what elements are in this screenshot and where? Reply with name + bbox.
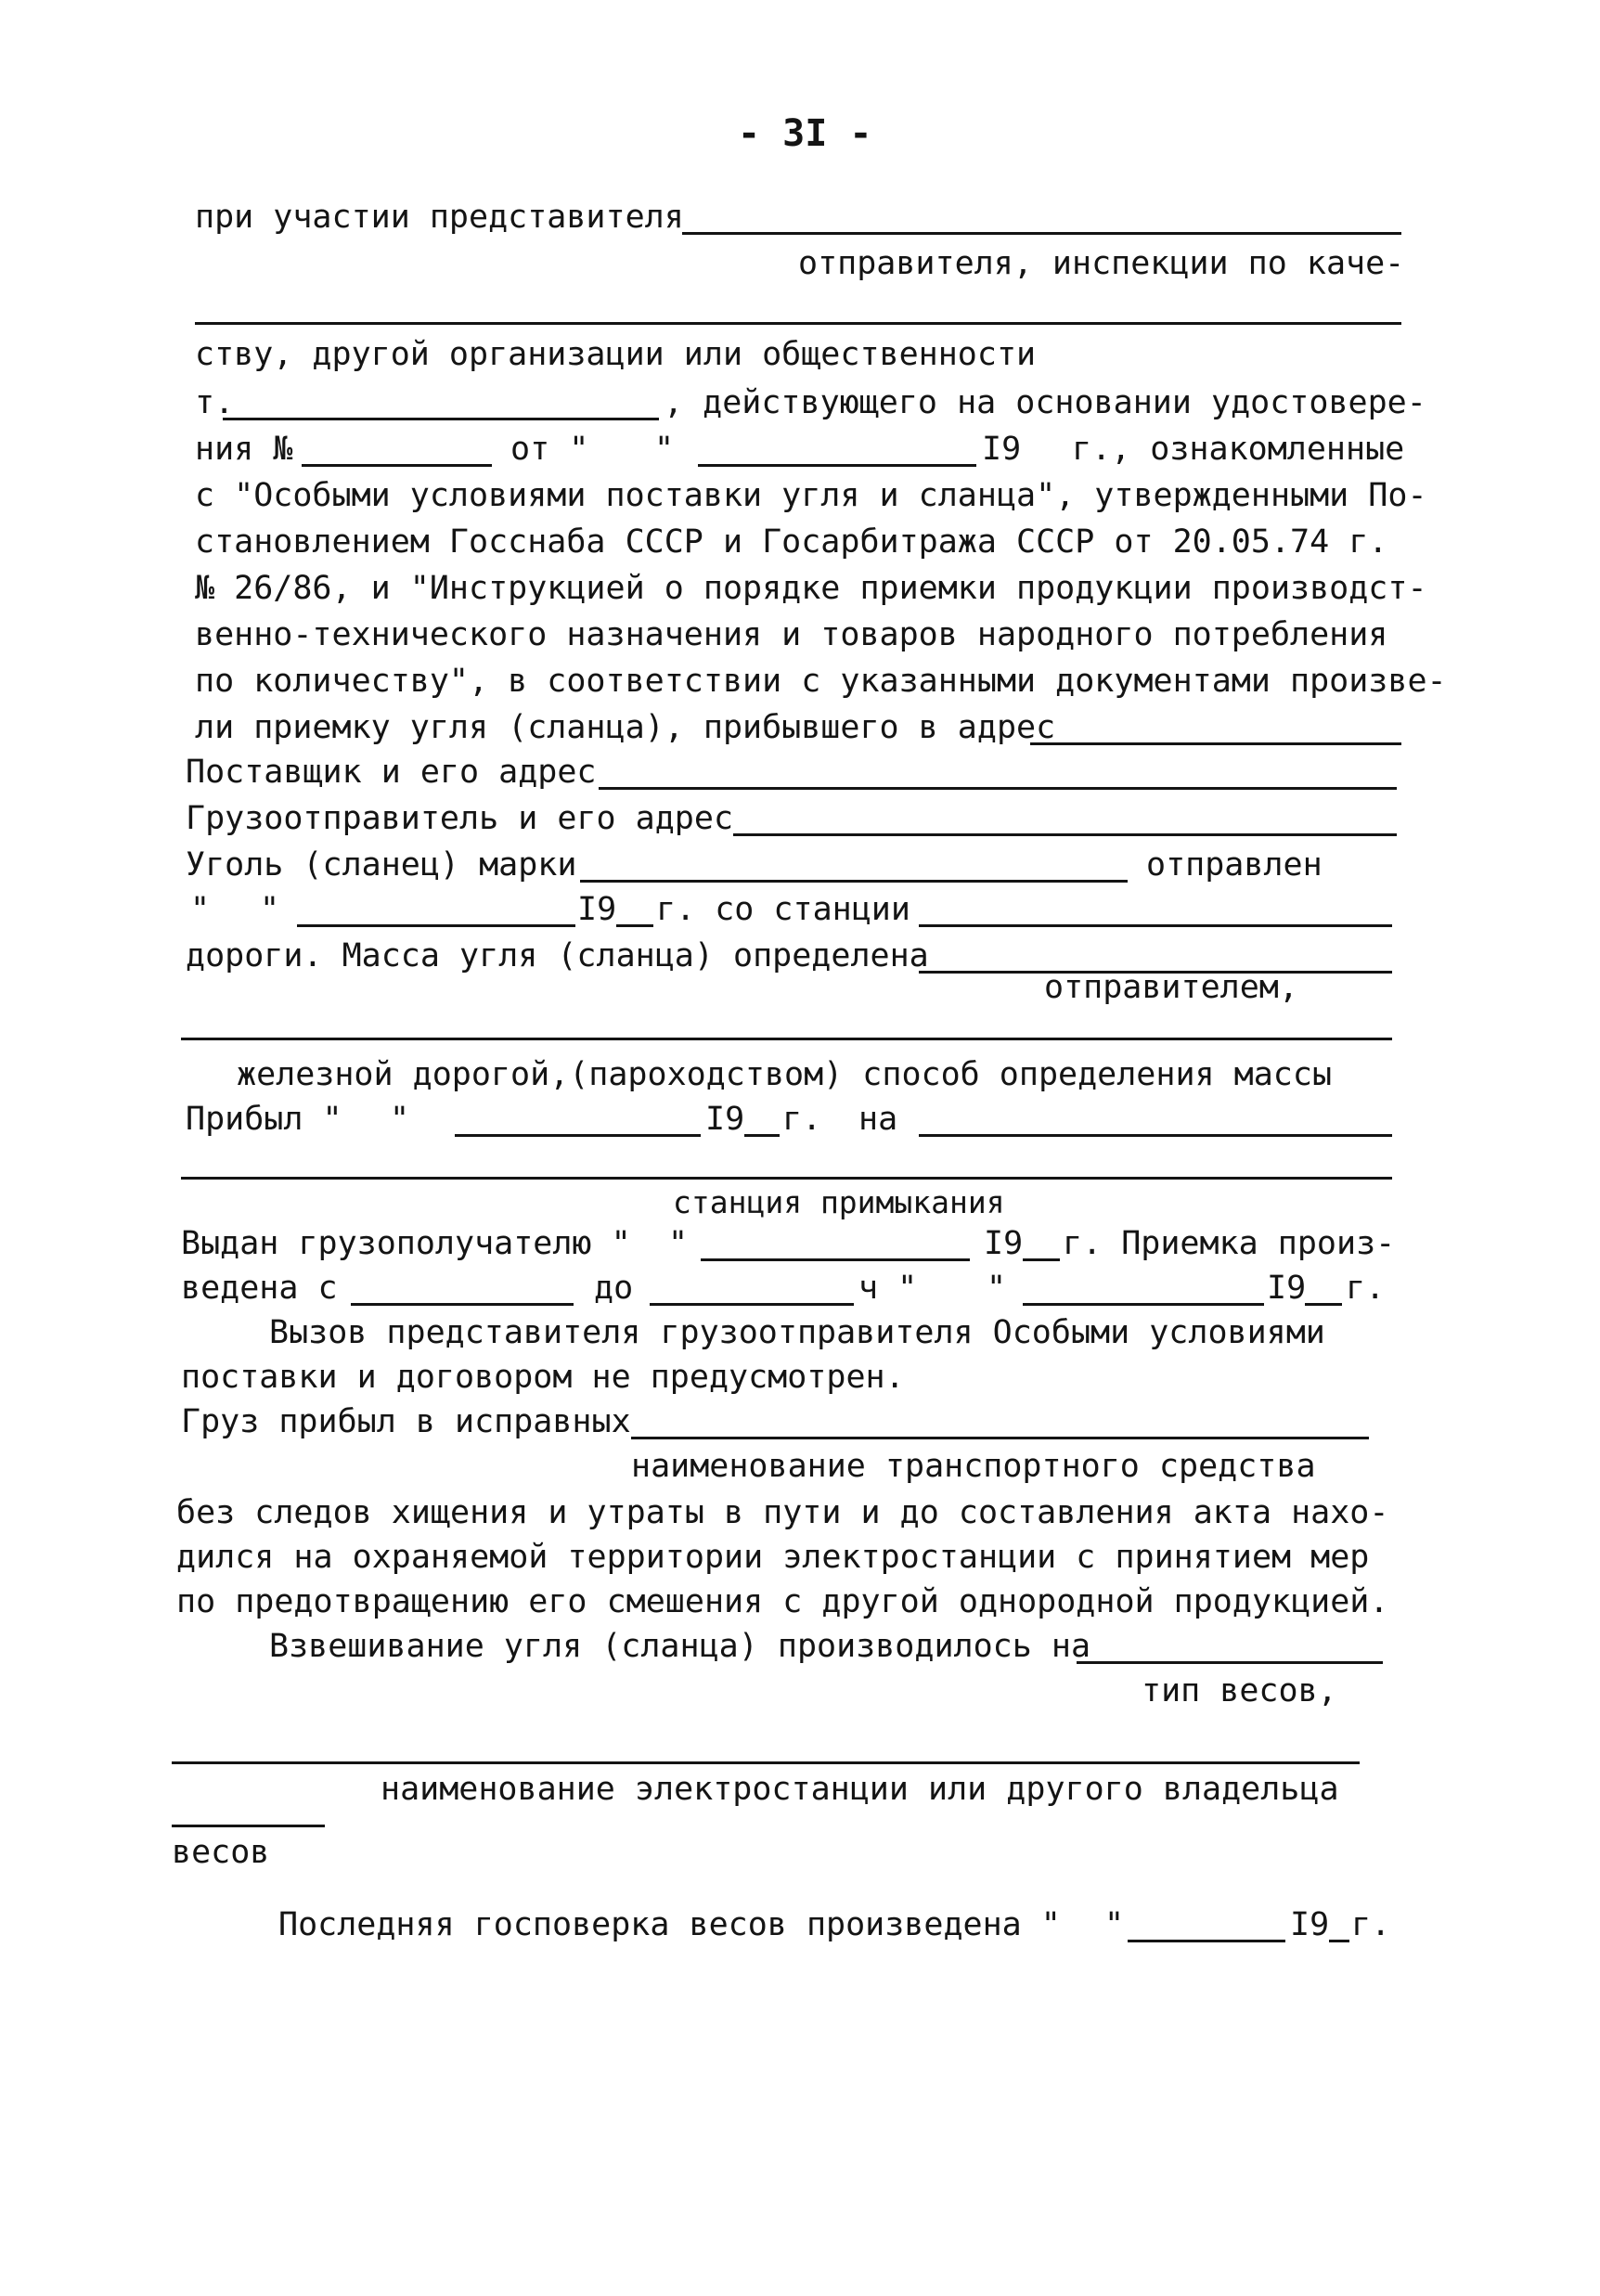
form-line-15-year: I9 <box>577 891 617 928</box>
blank-certificate-date <box>698 464 976 467</box>
form-line-22-to: до <box>594 1270 634 1307</box>
blank-accept-date <box>1023 1303 1264 1306</box>
blank-scale-owner-cont <box>172 1825 325 1827</box>
blank-mass-method-cont <box>181 1038 1392 1040</box>
blank-issue-date <box>701 1258 970 1261</box>
blank-representative <box>682 232 1401 235</box>
form-line-5-quote: " <box>654 431 675 468</box>
blank-accept-from <box>351 1303 574 1306</box>
blank-scale-owner <box>172 1761 1360 1764</box>
blank-ship-year <box>616 924 653 927</box>
form-line-21-end: г. Приемка произ- <box>1063 1225 1396 1262</box>
form-line-22-year: I9 <box>1267 1270 1307 1307</box>
form-line-23: Вызов представителя грузоотправителя Особыми условиями <box>269 1314 1325 1351</box>
form-line-19-q: " <box>390 1101 410 1138</box>
form-line-27: без следов хищения и утраты в пути и до составления акта нахо- <box>176 1494 1389 1531</box>
form-line-1: при участии представителя <box>195 199 684 236</box>
form-line-34-start: Последняя госповерка весов произведена " <box>278 1906 1061 1943</box>
form-line-22-q: " <box>987 1270 1007 1307</box>
form-line-14-end: отправлен <box>1146 846 1323 884</box>
form-line-10: по количеству", в соответствии с указанными документами произве- <box>195 663 1447 700</box>
form-line-21-year: I9 <box>984 1225 1024 1262</box>
form-line-6: с "Особыми условиями поставки угля и сланца", утвержденными По- <box>195 477 1427 514</box>
form-line-19-start: Прибыл " <box>186 1101 342 1138</box>
form-line-8: № 26/86, и "Инструкцией о порядке приемки продукции производст- <box>195 570 1427 607</box>
form-line-21-q: " <box>668 1225 689 1262</box>
blank-accept-year <box>1305 1303 1342 1306</box>
blank-scale-type <box>1077 1661 1383 1664</box>
form-line-15-q1: " <box>190 891 211 928</box>
form-line-19-g: г. <box>782 1101 822 1138</box>
blank-station <box>919 924 1392 927</box>
form-line-4-start: т. <box>195 384 235 421</box>
form-line-29: по предотвращению его смешения с другой однородной продукцией. <box>176 1583 1389 1620</box>
form-line-3: ству, другой организации или общественности <box>195 336 1037 373</box>
form-line-24: поставки и договором не предусмотрен. <box>181 1359 905 1396</box>
blank-arrival-station <box>919 1134 1392 1137</box>
form-line-5-from: от " <box>510 431 589 468</box>
form-line-26: наименование транспортного средства <box>631 1448 1316 1485</box>
form-line-7: становлением Госснаба СССР и Госарбитража СССР от 20.05.74 г. <box>195 523 1388 561</box>
form-line-15-q2: " <box>260 891 280 928</box>
form-line-17: отправителем, <box>1044 969 1298 1006</box>
form-line-19-on: на <box>858 1101 898 1138</box>
form-line-25: Груз прибыл в исправных <box>181 1403 631 1440</box>
blank-arrival-station-cont <box>181 1177 1392 1180</box>
form-line-20: станция примыкания <box>673 1184 1005 1220</box>
form-line-5-end: г., ознакомленные <box>1072 431 1405 468</box>
form-line-34-end: г. <box>1351 1906 1391 1943</box>
form-line-5-start: ния № <box>195 431 293 468</box>
blank-shipper <box>733 833 1397 836</box>
form-line-22-start: ведена с <box>181 1270 338 1307</box>
blank-address <box>1030 742 1401 745</box>
form-line-4-end: , действующего на основании удостовере- <box>664 384 1426 421</box>
form-line-13: Грузоотправитель и его адрес <box>186 800 734 837</box>
blank-verification-year <box>1329 1940 1349 1942</box>
form-line-18: железной дорогой,(пароходством) способ определения массы <box>237 1056 1333 1093</box>
blank-arrival-date <box>455 1134 701 1137</box>
blank-ship-date <box>297 924 575 927</box>
blank-arrival-year <box>744 1134 780 1137</box>
blank-coal-grade <box>580 880 1128 883</box>
blank-supplier <box>599 787 1397 790</box>
form-line-32: наименование электростанции или другого владельца <box>381 1771 1339 1808</box>
form-line-31: тип весов, <box>1142 1672 1337 1709</box>
form-line-11: ли приемку угля (сланца), прибывшего в адрес <box>195 709 1056 746</box>
blank-verification-date <box>1128 1940 1285 1942</box>
form-line-28: дился на охраняемой территории электростанции с принятием мер <box>176 1539 1370 1576</box>
form-line-14-start: Уголь (сланец) марки <box>186 846 577 884</box>
blank-name <box>223 418 659 420</box>
blank-accept-to <box>650 1303 854 1306</box>
form-line-2: отправителя, инспекции по каче- <box>798 245 1405 282</box>
form-line-15-end: г. со станции <box>656 891 910 928</box>
blank-transport <box>631 1437 1369 1439</box>
form-line-5-year: I9 <box>982 431 1022 468</box>
form-line-22-end: г. <box>1346 1270 1386 1307</box>
form-line-19-year: I9 <box>705 1101 745 1138</box>
form-line-22-hours: ч " <box>858 1270 918 1307</box>
form-line-34-q: " <box>1104 1906 1125 1943</box>
form-line-21-start: Выдан грузополучателю " <box>181 1225 631 1262</box>
page-number: - 3I - <box>738 112 872 155</box>
form-line-16: дороги. Масса угля (сланца) определена <box>186 937 929 974</box>
form-line-30: Взвешивание угля (сланца) производилось на <box>269 1628 1091 1665</box>
blank-issue-year <box>1023 1258 1060 1261</box>
form-line-12: Поставщик и его адрес <box>186 754 597 791</box>
form-line-9: венно-технического назначения и товаров народного потребления <box>195 616 1388 653</box>
form-line-34-year: I9 <box>1290 1906 1330 1943</box>
blank-representative-cont <box>195 322 1401 325</box>
blank-certificate-number <box>302 464 492 467</box>
form-line-33: весов <box>172 1834 270 1871</box>
